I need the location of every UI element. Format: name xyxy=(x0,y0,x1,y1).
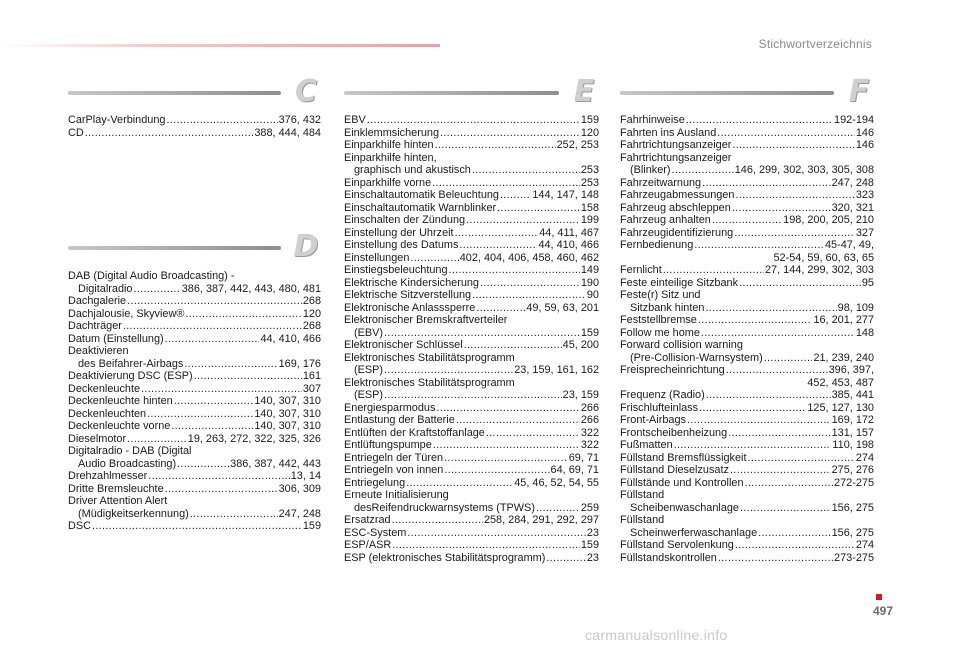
index-entry[interactable]: Deckenleuchten ..... 140, 307, 310 xyxy=(68,408,321,421)
index-entry-continuation[interactable]: 452, 453, 487 xyxy=(807,376,874,389)
index-entry[interactable]: Elektrische Sitzverstellung ..... 90 xyxy=(344,289,599,302)
section-header-e xyxy=(344,74,599,109)
index-entry[interactable]: Frontscheibenheizung ..... 131, 157 xyxy=(620,427,874,440)
index-entry[interactable]: Füllstandskontrollen ..... 273-275 xyxy=(620,552,874,565)
page-number: 497 xyxy=(873,604,894,618)
index-entry[interactable]: (Blinker) ..... 146, 299, 302, 303, 305, 308 xyxy=(620,164,874,177)
section-divider xyxy=(620,91,834,95)
section-letter-e: E xyxy=(573,74,595,109)
index-entry-heading: Driver Attention Alert xyxy=(68,495,168,507)
index-entry[interactable]: Audio Broadcasting) ..... 386, 387, 442, 443 xyxy=(68,458,321,471)
index-entry[interactable]: Einstellung der Uhrzeit ..... 44, 411, 467 xyxy=(344,227,599,240)
section-divider xyxy=(68,91,281,95)
index-entry[interactable]: Frequenz (Radio) ..... 385, 441 xyxy=(620,389,874,402)
index-entry[interactable]: Elektronische Anlasssperre ..... 49, 59, 63, 201 xyxy=(344,302,599,315)
index-entry[interactable]: (Müdigkeitserkennung) ..... 247, 248 xyxy=(68,508,321,521)
index-entry[interactable]: Dachträger ..... 268 xyxy=(68,320,321,333)
index-entry[interactable]: Feste einteilige Sitzbank ..... 95 xyxy=(620,277,874,290)
index-entry[interactable]: Ersatzrad ..... 258, 284, 291, 292, 297 xyxy=(344,514,599,527)
index-entry[interactable]: Fahrtrichtungsanzeiger ..... 146 xyxy=(620,139,874,152)
watermark: carmanualsonline.info xyxy=(585,627,728,643)
index-entry-heading: Forward collision warning xyxy=(620,339,743,351)
index-entry[interactable]: Fernbedienung ..... 45-47, 49, xyxy=(620,239,874,252)
section-letter-c: C xyxy=(294,74,318,109)
index-entry[interactable]: Fahrten ins Ausland ..... 146 xyxy=(620,127,874,140)
index-entry[interactable]: Fahrzeugabmessungen ..... 323 xyxy=(620,189,874,202)
index-entry[interactable]: Fahrzeug abschleppen ..... 320, 321 xyxy=(620,202,874,215)
index-entry[interactable]: Dieselmotor ..... 19, 263, 272, 322, 325, 326 xyxy=(68,433,321,446)
index-entry[interactable]: (Pre-Collision-Warnsystem) ..... 21, 239, 240 xyxy=(620,352,874,365)
index-entry[interactable]: Frischlufteinlass ..... 125, 127, 130 xyxy=(620,402,874,415)
index-entry[interactable]: Dritte Bremsleuchte ..... 306, 309 xyxy=(68,483,321,496)
index-entry[interactable]: Deckenleuchte hinten ..... 140, 307, 310 xyxy=(68,395,321,408)
index-entry-heading: Erneute Initialisierung xyxy=(344,489,449,501)
index-entry[interactable]: Feststellbremse ..... 16, 201, 277 xyxy=(620,314,874,327)
index-entry-heading: Elektronisches Stabilitätsprogramm xyxy=(344,376,515,389)
index-entry[interactable]: Fußmatten ..... 110, 198 xyxy=(620,439,874,452)
index-entry-heading: Elektronisches Stabilitätsprogramm xyxy=(344,351,515,364)
f-entry-list xyxy=(620,114,874,564)
page-marker xyxy=(876,594,882,600)
index-entry[interactable]: Fahrzeugidentifizierung ..... 327 xyxy=(620,227,874,240)
section-header-f xyxy=(620,74,874,109)
index-entry[interactable]: Freisprecheinrichtung ..... 396, 397, xyxy=(620,364,874,377)
section-divider xyxy=(68,246,281,250)
section-header-c xyxy=(68,74,321,109)
index-entry[interactable]: Deaktivierung DSC (ESP) ..... 161 xyxy=(68,370,321,383)
index-entry[interactable]: Scheinwerferwaschanlage ..... 156, 275 xyxy=(620,527,874,540)
index-entry-heading: DAB (Digital Audio Broadcasting) - xyxy=(68,270,235,282)
index-entry[interactable]: Front-Airbags ..... 169, 172 xyxy=(620,414,874,427)
index-entry[interactable]: Energiesparmodus ..... 266 xyxy=(344,402,599,415)
index-entry[interactable]: EBV ..... 159 xyxy=(344,114,599,127)
index-entry-heading: Deaktivieren xyxy=(68,345,129,357)
index-entry[interactable]: Füllstände und Kontrollen ..... 272-275 xyxy=(620,477,874,490)
index-entry[interactable]: (ESP) ..... 23, 159, 161, 162 xyxy=(344,364,599,377)
index-entry[interactable]: Follow me home ..... 148 xyxy=(620,327,874,340)
index-entry[interactable]: Einparkhilfe vorne ..... 253 xyxy=(344,177,599,190)
section-header-d xyxy=(68,229,321,264)
d-entry-list xyxy=(68,270,321,533)
index-entry[interactable]: Fahrzeug anhalten ..... 198, 200, 205, 210 xyxy=(620,214,874,227)
index-entry-heading: Elektronischer Bremskraftverteiler xyxy=(344,314,508,326)
index-entry[interactable]: Digitalradio ..... 386, 387, 442, 443, 480, 481 xyxy=(68,283,321,296)
index-entry[interactable]: Datum (Einstellung) ..... 44, 410, 466 xyxy=(68,333,321,346)
index-entry[interactable]: Einstellung des Datums ..... 44, 410, 466 xyxy=(344,239,599,252)
index-entry-heading: Füllstand xyxy=(620,489,665,501)
index-entry-heading: Einparkhilfe hinten, xyxy=(344,151,437,164)
index-entry[interactable]: Füllstand Bremsflüssigkeit ..... 274 xyxy=(620,452,874,465)
index-entry[interactable]: Dachgalerie ..... 268 xyxy=(68,295,321,308)
index-entry[interactable]: Einschaltautomatik Beleuchtung ..... 144, 147, 148 xyxy=(344,189,599,202)
index-entry[interactable]: Entlüften der Kraftstoffanlage ..... 322 xyxy=(344,427,599,440)
index-entry[interactable]: CarPlay-Verbindung ..... 376, 432 xyxy=(68,114,321,127)
c-entry-list xyxy=(68,114,321,139)
index-entry[interactable]: Füllstand Servolenkung ..... 274 xyxy=(620,539,874,552)
index-entry-heading: Füllstand xyxy=(620,514,665,526)
index-entry-heading: Feste(r) Sitz und xyxy=(620,289,701,301)
index-entry[interactable]: (EBV) ..... 159 xyxy=(344,327,599,340)
section-letter-f: F xyxy=(848,74,870,109)
index-entry[interactable]: Sitzbank hinten ..... 98, 109 xyxy=(620,302,874,315)
index-entry[interactable]: Einklemmsicherung ..... 120 xyxy=(344,127,599,140)
index-entry-continuation[interactable]: 52-54, 59, 60, 63, 65 xyxy=(773,251,874,264)
index-entry[interactable]: Fahrzeitwarnung ..... 247, 248 xyxy=(620,177,874,190)
index-entry[interactable]: Entlastung der Batterie ..... 266 xyxy=(344,414,599,427)
index-entry[interactable]: Einstiegsbeleuchtung ..... 149 xyxy=(344,264,599,277)
index-entry[interactable]: Elektronischer Schlüssel ..... 45, 200 xyxy=(344,339,599,352)
index-entry[interactable]: ESP/ASR ..... 159 xyxy=(344,539,599,552)
index-entry[interactable]: graphisch und akustisch ..... 253 xyxy=(344,164,599,177)
index-entry[interactable]: Entriegeln der Türen ..... 69, 71 xyxy=(344,452,599,465)
index-entry[interactable]: Deckenleuchte vorne ..... 140, 307, 310 xyxy=(68,420,321,433)
index-entry[interactable]: des Beifahrer-Airbags ..... 169, 176 xyxy=(68,358,321,371)
index-entry[interactable]: (ESP) ..... 23, 159 xyxy=(344,389,599,402)
index-entry[interactable]: Fahrhinweise ..... 192-194 xyxy=(620,114,874,127)
index-entry[interactable]: Drehzahlmesser ..... 13, 14 xyxy=(68,470,321,483)
index-entry-heading: Fahrtrichtungsanzeiger xyxy=(620,151,732,164)
index-entry[interactable]: CD ..... 388, 444, 484 xyxy=(68,127,321,140)
index-entry-heading: Digitalradio - DAB (Digital xyxy=(68,445,192,457)
index-entry[interactable]: Einschalten der Zündung ..... 199 xyxy=(344,214,599,227)
header-gradient-bar xyxy=(0,44,440,47)
index-entry[interactable]: Füllstand Dieselzusatz ..... 275, 276 xyxy=(620,464,874,477)
index-entry[interactable]: ESC-System ..... 23 xyxy=(344,527,599,540)
index-entry[interactable]: Dachjalousie, Skyview® ..... 120 xyxy=(68,308,321,321)
index-entry[interactable]: Entriegeln von innen ..... 64, 69, 71 xyxy=(344,464,599,477)
index-entry[interactable]: Elektrische Kindersicherung ..... 190 xyxy=(344,277,599,290)
index-entry[interactable]: ESP (elektronisches Stabilitätsprogramm) ..... 23 xyxy=(344,552,599,565)
index-entry[interactable]: desReifendruckwarnsystems (TPWS) ..... 259 xyxy=(344,502,599,515)
e-entry-list xyxy=(344,114,599,564)
index-entry[interactable]: Scheibenwaschanlage ..... 156, 275 xyxy=(620,502,874,515)
index-entry[interactable]: Entriegelung ..... 45, 46, 52, 54, 55 xyxy=(344,477,599,490)
index-entry[interactable]: Einparkhilfe hinten ..... 252, 253 xyxy=(344,139,599,152)
index-entry[interactable]: Entlüftungspumpe ..... 322 xyxy=(344,439,599,452)
index-entry[interactable]: DSC ..... 159 xyxy=(68,520,321,533)
index-entry[interactable]: Deckenleuchte ..... 307 xyxy=(68,383,321,396)
section-letter-d: D xyxy=(293,229,319,264)
section-divider xyxy=(344,91,559,95)
index-entry[interactable]: Einschaltautomatik Warnblinker ..... 158 xyxy=(344,202,599,215)
index-entry[interactable]: Einstellungen ..... 402, 404, 406, 458, 460, 462 xyxy=(344,252,599,265)
index-entry[interactable]: Fernlicht ..... 27, 144, 299, 302, 303 xyxy=(620,264,874,277)
page-title: Stichwortverzeichnis xyxy=(758,37,872,51)
